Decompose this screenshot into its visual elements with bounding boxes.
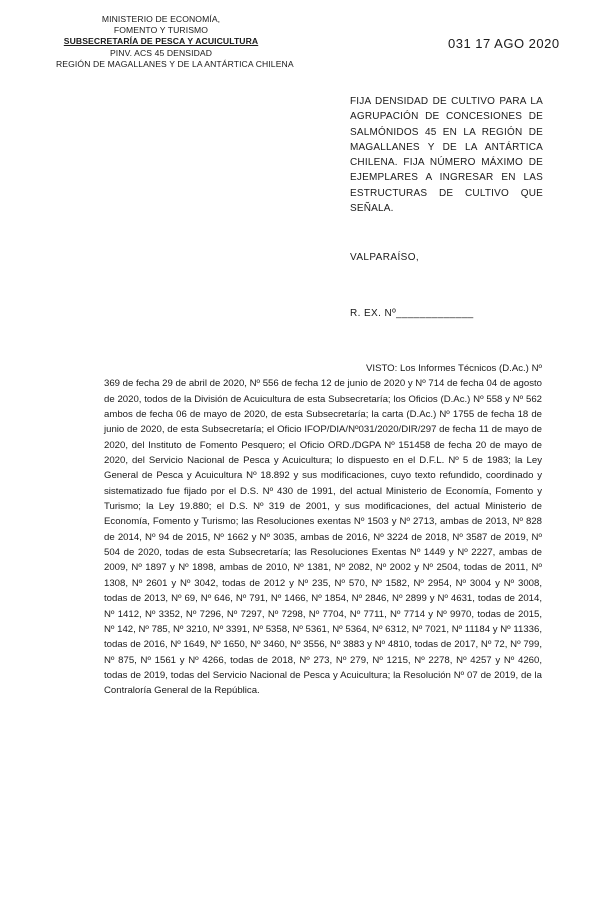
header-region: REGIÓN DE MAGALLANES Y DE LA ANTÁRTICA CHILENA (56, 58, 294, 69)
header-ministry: MINISTERIO DE ECONOMÍA, (101, 14, 221, 24)
resolution-exenta-label: R. EX. Nº_____________ (350, 308, 474, 319)
place-label: VALPARAÍSO, (350, 252, 420, 263)
visto-paragraph: VISTO: Los Informes Técnicos (D.Ac.) Nº 369 de fecha 29 de abril de 2020, Nº 556 de fecha 12 de junio de 2020 y Nº 714 de fecha 04 de agosto de 2020, todos de la División de Acuicultura de esta Subsecretaría; los Oficios (D.Ac.) Nº 558 y Nº 562 ambos de fecha 06 de mayo de 2020, de esta Subsecretaría; la carta (D.Ac.) Nº 1755 de fecha 18 de junio de 2020, de esta Subsecretaría; el Oficio IFOP/DIA/Nº031/2020/DIR/297 de fecha 11 de mayo de 2020, del Instituto de Fomento Pesquero; el Oficio ORD./DGPA Nº 151458 de fecha 20 de mayo de 2020, del Servicio Nacional de Pesca y Acuicultura; lo dispuesto en el D.F.L. Nº 5 de 1983; la Ley General de Pesca y Acuicultura Nº 18.892 y sus modificaciones, cuyo texto refundido, coordinado y sistematizado fue fijado por el D.S. Nº 430 de 1991, del actual Ministerio de Economía, Fomento y Turismo; la Ley 19.880; el D.S. Nº 319 de 2001, y sus modificaciones, del actual Ministerio de Economía, Fomento y Turismo; las Resoluciones exentas Nº 1503 y Nº 2713, ambas de 2013, Nº 828 de 2014, Nº 94 de 2015, Nº 1662 y Nº 3035, ambas de 2016, Nº 3224 de 2018, Nº 3587 de 2019, Nº 504 de 2020, todas de esta Subsecretaría; las Resoluciones Exentas Nº 1449 y Nº 2227, ambas de 2009, Nº 1897 y Nº 1898, ambas de 2010, Nº 1381, Nº 2082, Nº 2002 y Nº 2504, todas de 2011, Nº 1308, Nº 2601 y Nº 3042, todas de 2012 y Nº 235, Nº 570, Nº 1582, Nº 2954, Nº 3004 y Nº 3008, todas de 2013, Nº 69, Nº 646, Nº 791, Nº 1466, Nº 1854, Nº 2846, Nº 2899 y Nº 4631, todas de 2014, Nº 1412, Nº 3352, Nº 7296, Nº 7297, Nº 7298, Nº 7704, Nº 7711, Nº 7714 y Nº 9970, todas de 2015, Nº 142, Nº 785, Nº 3210, Nº 3391, Nº 5358, Nº 5361, Nº 5364, Nº 6312, Nº 7021, Nº 11184 y Nº 11336, todas de 2016, Nº 1649, Nº 1650, Nº 3460, Nº 3556, Nº 3883 y Nº 4810, todas de 2017, Nº 72, Nº 799, Nº 875, Nº 1561 y Nº 4266, todas de 2018, Nº 273, Nº 279, Nº 1215, Nº 2278, Nº 4257 y Nº 4260, todas de 2019, todas del Servicio Nacional de Pesca y Acuicultura; la Resolución Nº 07 de 2019, de la Contraloría General de la República. (104, 363, 542, 697)
header-ministry-cont: FOMENTO Y TURISMO (113, 25, 209, 36)
issuer-header (56, 14, 294, 70)
header-reference: PINV. ACS 45 DENSIDAD (109, 47, 213, 58)
resolution-number-date: 031 17 AGO 2020 (448, 36, 560, 51)
header-subsecretary: SUBSECRETARÍA DE PESCA Y ACUICULTURA (63, 36, 259, 47)
resolution-subject: FIJA DENSIDAD DE CULTIVO PARA LA AGRUPACIÓN DE CONCESIONES DE SALMÓNIDOS 45 EN LA REGIÓN DE MAGALLANES Y DE LA ANTÁRTICA CHILENA. FIJA NÚMERO MÁXIMO DE EJEMPLARES A INGRESAR EN LAS ESTRUCTURAS DE CULTIVO QUE SEÑALA. (350, 96, 543, 215)
